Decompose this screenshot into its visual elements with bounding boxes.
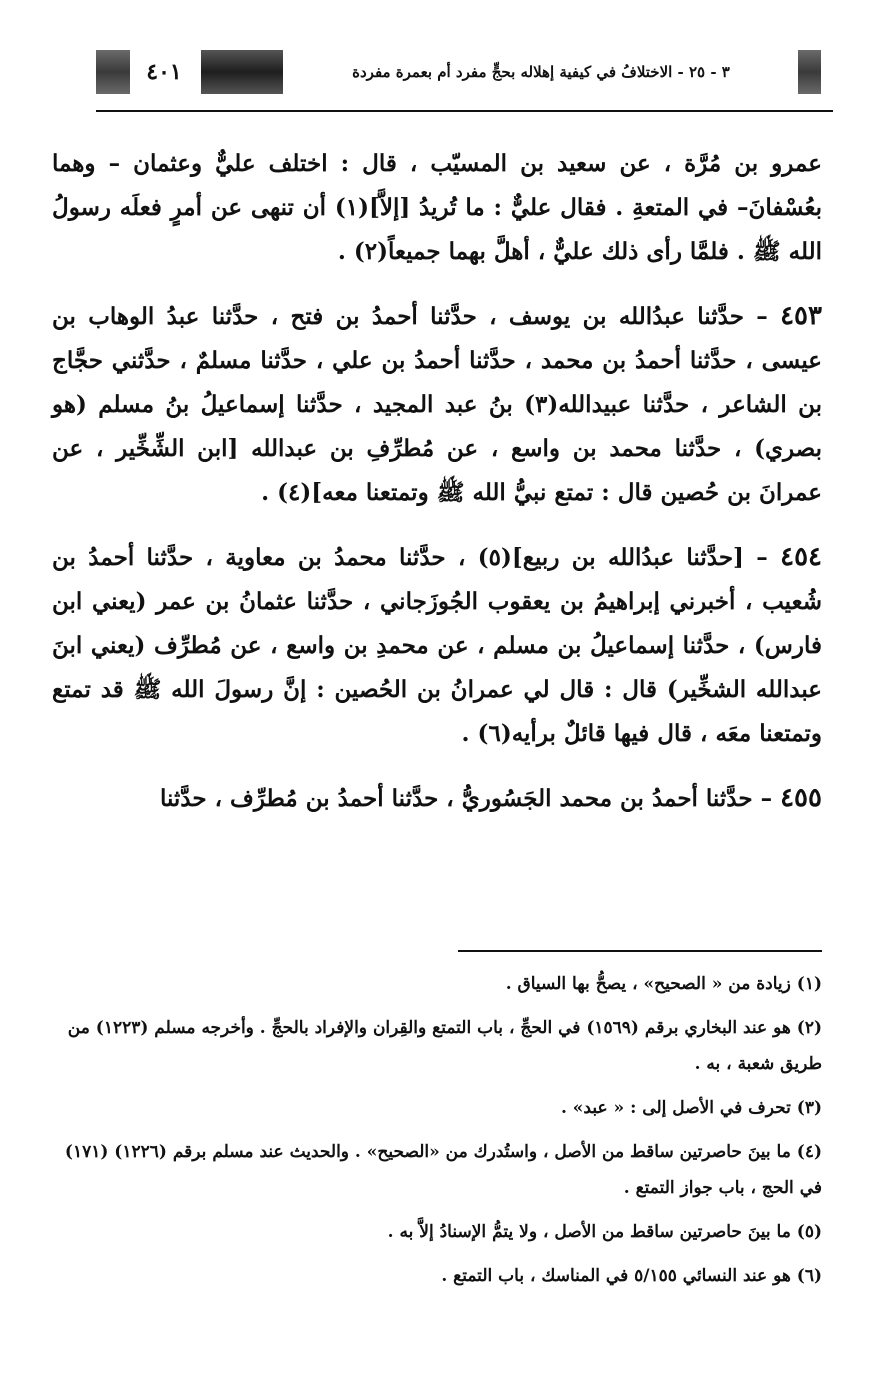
footnote-3: (٣) تحرف في الأصل إلى : « عبد» . [560, 1098, 822, 1118]
main-text [52, 142, 822, 841]
paragraph-text: عمرو بن مُرَّة ، عن سعيد بن المسيّب ، قال : اختلف عليٌّ وعثمان – وهما بعُسْفانَ– في المتعةِ . فقال عليٌّ : ما تُريدُ [إلاَّ](١) أن تنهى عن أمرٍ فعلَه رسولُ الله ﷺ . فلمَّا رأى ذلك عليٌّ ، أهلَّ بهما جميعاً(٢) . [52, 150, 822, 265]
hadith-454 [52, 535, 822, 756]
footnotes [52, 966, 822, 1302]
header-rule [96, 110, 833, 112]
page-header [96, 44, 821, 100]
running-title: ٣ - ٢٥ - الاختلافُ في كيفية إهلاله بحجٍّ مفرد أم بعمرة مفردة [352, 63, 730, 81]
paragraph-continuation [52, 142, 822, 274]
footnote-1: (١) زيادة من « الصحيح» ، يصحُّ بها السياق . [505, 974, 822, 994]
paragraph-text: – [حدَّثنا عبدُالله بن ربيع](٥) ، حدَّثنا محمدُ بن معاوية ، حدَّثنا أحمدُ بن شُعيب ، أخبرني إبراهيمُ بن يعقوب الجُوزَجاني ، حدَّثنا عثمانُ بن عمر (يعني ابن فارس) ، حدَّثنا إسماعيلُ بن مسلم ، عن محمدِ بن واسع ، عن مُطرِّف (يعني ابنَ عبدالله الشخِّير) قال : قال لي عمرانُ بن الحُصين : إنَّ رسولَ الله ﷺ قد تمتع وتمتعنا معَه ، قال فيها قائلٌ برأيه(٦) . [52, 544, 822, 747]
header-decoration-left [96, 50, 130, 94]
footnote-6: (٦) هو عند النسائي ٥/١٥٥ في المناسك ، باب التمتع . [441, 1266, 822, 1286]
footnote-4: (٤) ما بينَ حاصرتين ساقط من الأصل ، واستُدرك من «الصحيح» . والحديث عند مسلم برقم (١٢٢٦) (١٧١) في الحج ، باب جواز التمتع . [64, 1142, 822, 1198]
hadith-455 [52, 776, 822, 821]
footnote-rule [458, 950, 822, 952]
footnote-2: (٢) هو عند البخاري برقم (١٥٦٩) في الحجِّ ، باب التمتع والقِران والإفراد بالحجِّ . وأخرجه مسلم (١٢٢٣) من طريق شعبة ، به . [67, 1018, 822, 1074]
header-decoration-right [798, 50, 821, 94]
page-number: ٤٠١ [146, 59, 182, 85]
hadith-number: ٤٥٣ [780, 301, 822, 331]
footnote-5: (٥) ما بينَ حاصرتين ساقط من الأصل ، ولا يتمُّ الإسنادُ إلاَّ به . [387, 1222, 822, 1242]
hadith-number: ٤٥٤ [780, 542, 823, 572]
hadith-453 [52, 294, 822, 515]
paragraph-text: – حدَّثنا عبدُالله بن يوسف ، حدَّثنا أحمدُ بن فتح ، حدَّثنا عبدُ الوهاب بن عيسى ، حدَّثنا أحمدُ بن محمد ، حدَّثنا أحمدُ بن علي ، حدَّثنا مسلمٌ ، حدَّثني حجَّاج بن الشاعر ، حدَّثنا عبيدالله(٣) بنُ عبد المجيد ، حدَّثنا إسماعيلُ بنُ مسلم (هو بصري) ، حدَّثنا محمد بن واسع ، عن مُطرِّفِ بن عبدالله [ابن الشِّخِّير ، عن عمرانَ بن حُصين قال : تمتع نبيُّ الله ﷺ وتمتعنا معه](٤) . [52, 303, 822, 506]
header-decoration-middle [201, 50, 283, 94]
paragraph-text: – حدَّثنا أحمدُ بن محمد الجَسُوريُّ ، حدَّثنا أحمدُ بن مُطرِّف ، حدَّثنا [159, 785, 773, 812]
hadith-number: ٤٥٥ [780, 783, 822, 813]
